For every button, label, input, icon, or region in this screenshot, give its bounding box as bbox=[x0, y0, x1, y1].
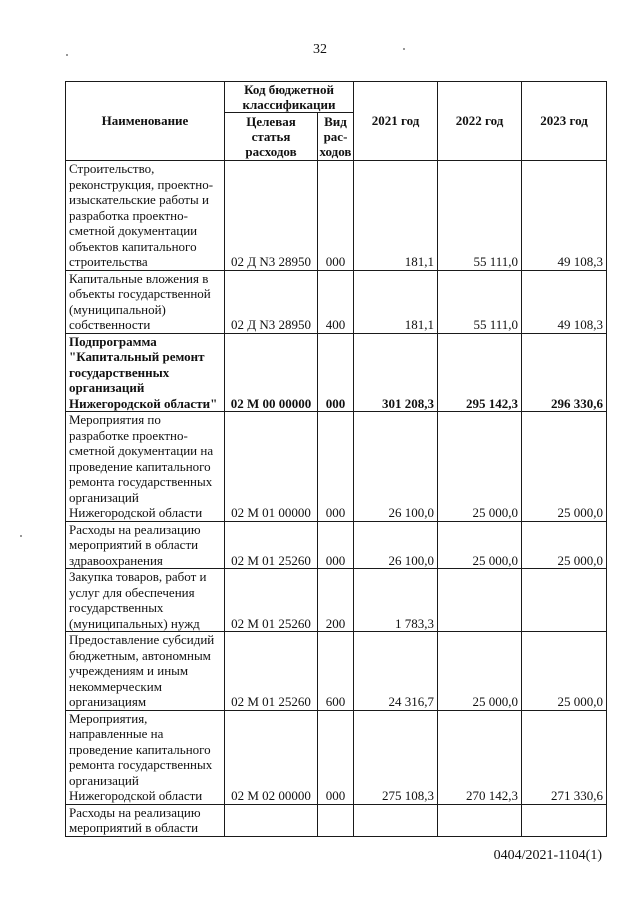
cell-2022: 25 000,0 bbox=[438, 412, 522, 522]
cell-2021: 181,1 bbox=[354, 161, 438, 271]
cell-expense-type bbox=[318, 804, 354, 836]
cell-2023: 25 000,0 bbox=[522, 632, 607, 711]
cell-2023: 49 108,3 bbox=[522, 161, 607, 271]
cell-2023: 296 330,6 bbox=[522, 333, 607, 412]
header-2021: 2021 год bbox=[354, 82, 438, 161]
cell-target-item: 02 М 00 00000 bbox=[225, 333, 318, 412]
cell-2023: 49 108,3 bbox=[522, 270, 607, 333]
cell-2023 bbox=[522, 804, 607, 836]
cell-2022: 55 111,0 bbox=[438, 161, 522, 271]
cell-2022: 55 111,0 bbox=[438, 270, 522, 333]
header-name: Наименование bbox=[66, 82, 225, 161]
cell-2022 bbox=[438, 569, 522, 632]
cell-2021: 275 108,3 bbox=[354, 710, 438, 804]
cell-2022: 270 142,3 bbox=[438, 710, 522, 804]
cell-2021: 26 100,0 bbox=[354, 412, 438, 522]
cell-2023: 25 000,0 bbox=[522, 412, 607, 522]
cell-expense-type: 000 bbox=[318, 521, 354, 569]
cell-expense-type: 000 bbox=[318, 412, 354, 522]
cell-2022: 295 142,3 bbox=[438, 333, 522, 412]
table-row bbox=[66, 632, 607, 711]
cell-target-item bbox=[225, 804, 318, 836]
table-row bbox=[66, 804, 607, 836]
cell-name: Расходы на реализацию мероприятий в области bbox=[66, 804, 225, 836]
cell-2021: 26 100,0 bbox=[354, 521, 438, 569]
cell-2021: 24 316,7 bbox=[354, 632, 438, 711]
cell-name: Подпрограмма "Капитальный ремонт государственных организаций Нижегородской области" bbox=[66, 333, 225, 412]
cell-2022: 25 000,0 bbox=[438, 632, 522, 711]
header-target-item: Целевая статья расходов bbox=[225, 113, 318, 161]
table-row bbox=[66, 569, 607, 632]
table-row bbox=[66, 412, 607, 522]
cell-name: Капитальные вложения в объекты государственной (муниципальной) собственности bbox=[66, 270, 225, 333]
cell-target-item: 02 Д N3 28950 bbox=[225, 161, 318, 271]
cell-expense-type: 600 bbox=[318, 632, 354, 711]
table-body bbox=[66, 161, 607, 837]
cell-target-item: 02 М 01 25260 bbox=[225, 569, 318, 632]
cell-name: Закупка товаров, работ и услуг для обеспечения государственных (муниципальных) нужд bbox=[66, 569, 225, 632]
cell-2023 bbox=[522, 569, 607, 632]
header-code-group: Код бюджетной классификации bbox=[225, 82, 354, 113]
header-2023: 2023 год bbox=[522, 82, 607, 161]
cell-2021: 181,1 bbox=[354, 270, 438, 333]
cell-expense-type: 200 bbox=[318, 569, 354, 632]
cell-target-item: 02 М 01 25260 bbox=[225, 632, 318, 711]
cell-target-item: 02 М 02 00000 bbox=[225, 710, 318, 804]
cell-2021: 301 208,3 bbox=[354, 333, 438, 412]
cell-name: Мероприятия по разработке проектно-сметной документации на проведение капитального ремонта государственных организаций Нижегородской области bbox=[66, 412, 225, 522]
cell-2022 bbox=[438, 804, 522, 836]
scan-speck bbox=[66, 54, 68, 56]
cell-name: Расходы на реализацию мероприятий в области здравоохранения bbox=[66, 521, 225, 569]
table-row bbox=[66, 710, 607, 804]
document-code: 0404/2021-1104(1) bbox=[493, 848, 602, 863]
table-row bbox=[66, 333, 607, 412]
header-2022: 2022 год bbox=[438, 82, 522, 161]
cell-expense-type: 000 bbox=[318, 333, 354, 412]
table-header bbox=[66, 82, 607, 161]
cell-name: Строительство, реконструкция, проектно-изыскательские работы и разработка проектно-сметной документации объектов капитального строительства bbox=[66, 161, 225, 271]
page-number: 32 bbox=[313, 42, 327, 57]
cell-name: Мероприятия, направленные на проведение капитального ремонта государственных организаций Нижегородской области bbox=[66, 710, 225, 804]
scan-speck bbox=[20, 535, 22, 537]
cell-expense-type: 400 bbox=[318, 270, 354, 333]
scan-speck bbox=[403, 48, 405, 50]
cell-2023: 271 330,6 bbox=[522, 710, 607, 804]
table-row bbox=[66, 521, 607, 569]
cell-target-item: 02 М 01 25260 bbox=[225, 521, 318, 569]
cell-name: Предоставление субсидий бюджетным, автономным учреждениям и иным некоммерческим организациям bbox=[66, 632, 225, 711]
table-row bbox=[66, 161, 607, 271]
cell-target-item: 02 М 01 00000 bbox=[225, 412, 318, 522]
cell-2023: 25 000,0 bbox=[522, 521, 607, 569]
cell-target-item: 02 Д N3 28950 bbox=[225, 270, 318, 333]
cell-expense-type: 000 bbox=[318, 161, 354, 271]
header-expense-type: Вид рас-ходов bbox=[318, 113, 354, 161]
cell-2021: 1 783,3 bbox=[354, 569, 438, 632]
cell-expense-type: 000 bbox=[318, 710, 354, 804]
cell-2022: 25 000,0 bbox=[438, 521, 522, 569]
cell-2021 bbox=[354, 804, 438, 836]
table-row bbox=[66, 270, 607, 333]
budget-table bbox=[65, 81, 607, 837]
